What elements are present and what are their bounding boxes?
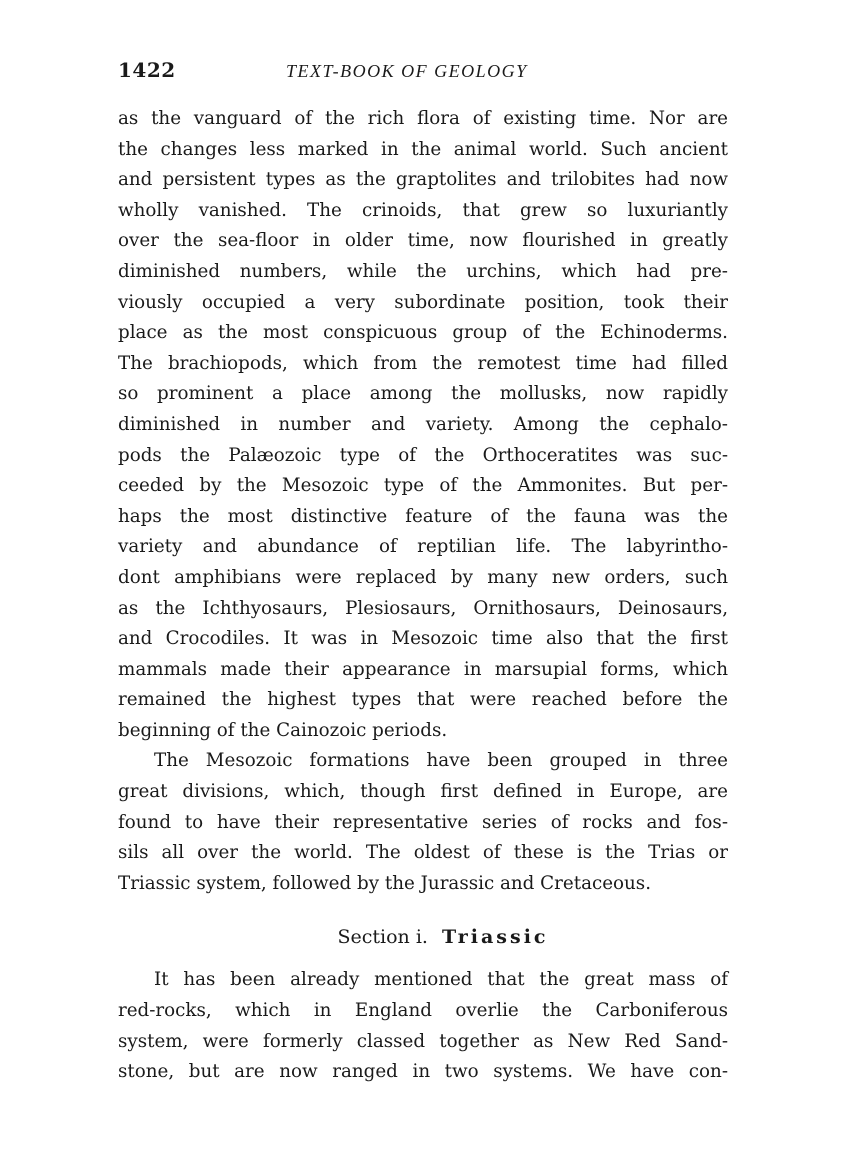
running-head	[118, 58, 728, 92]
text-line: The Mesozoic formations have been grouped in three	[154, 750, 728, 772]
text-line: ceeded by the Mesozoic type of the Ammonites. But per-	[118, 475, 728, 497]
paragraph-1	[118, 104, 728, 746]
text-line: diminished numbers, while the urchins, which had pre-	[118, 260, 728, 282]
running-title: TEXT-BOOK OF GEOLOGY	[286, 61, 528, 81]
text-line: pods the Palæozoic type of the Orthoceratites was suc-	[118, 444, 728, 466]
text-line: over the sea-floor in older time, now flourished in greatly	[118, 230, 728, 252]
text-line: diminished in number and variety. Among the cephalo-	[118, 413, 728, 435]
text-line: and persistent types as the graptolites and trilobites had now	[118, 169, 728, 191]
text-line: variety and abundance of reptilian life. The labyrintho-	[118, 536, 728, 558]
text-line: mammals made their appearance in marsupial forms, which	[118, 658, 728, 680]
section-heading	[118, 921, 728, 953]
text-line: stone, but are now ranged in two systems. We have con-	[118, 1061, 728, 1083]
text-line: wholly vanished. The crinoids, that grew so luxuriantly	[118, 199, 728, 221]
page-number: 1422	[118, 58, 176, 82]
text-line: as the vanguard of the rich flora of existing time. Nor are	[118, 108, 728, 129]
text-line: red-rocks, which in England overlie the Carboniferous	[118, 1000, 728, 1022]
text-line: beginning of the Cainozoic periods.	[118, 719, 448, 741]
text-line: found to have their representative series of rocks and fos-	[118, 811, 728, 833]
text-line: system, were formerly classed together as New Red Sand-	[118, 1030, 728, 1052]
text-line: The brachiopods, which from the remotest time had filled	[118, 352, 728, 374]
section-label: Section i.	[337, 926, 428, 949]
text-line: place as the most conspicuous group of the Echinoderms.	[118, 322, 728, 344]
text-line: great divisions, which, though first defined in Europe, are	[118, 781, 728, 803]
body-text	[118, 104, 728, 1088]
text-line: dont amphibians were replaced by many new orders, such	[118, 566, 728, 588]
text-line: viously occupied a very subordinate position, took their	[118, 291, 728, 313]
text-line: and Crocodiles. It was in Mesozoic time also that the first	[118, 628, 728, 650]
paragraph-2	[118, 746, 728, 899]
text-line: remained the highest types that were reached before the	[118, 689, 728, 711]
text-line: so prominent a place among the mollusks, now rapidly	[118, 383, 728, 405]
paragraph-3	[118, 965, 728, 1087]
text-line: Triassic system, followed by the Jurassic and Cretaceous.	[118, 872, 652, 894]
text-line: It has been already mentioned that the great mass of	[154, 969, 728, 991]
book-page	[118, 58, 728, 1088]
text-line: the changes less marked in the animal world. Such ancient	[118, 138, 728, 160]
text-line: as the Ichthyosaurs, Plesiosaurs, Ornithosaurs, Deinosaurs,	[118, 597, 728, 619]
section-title: Triassic	[442, 926, 549, 949]
text-line: sils all over the world. The oldest of these is the Trias or	[118, 842, 728, 864]
text-line: haps the most distinctive feature of the fauna was the	[118, 505, 728, 527]
